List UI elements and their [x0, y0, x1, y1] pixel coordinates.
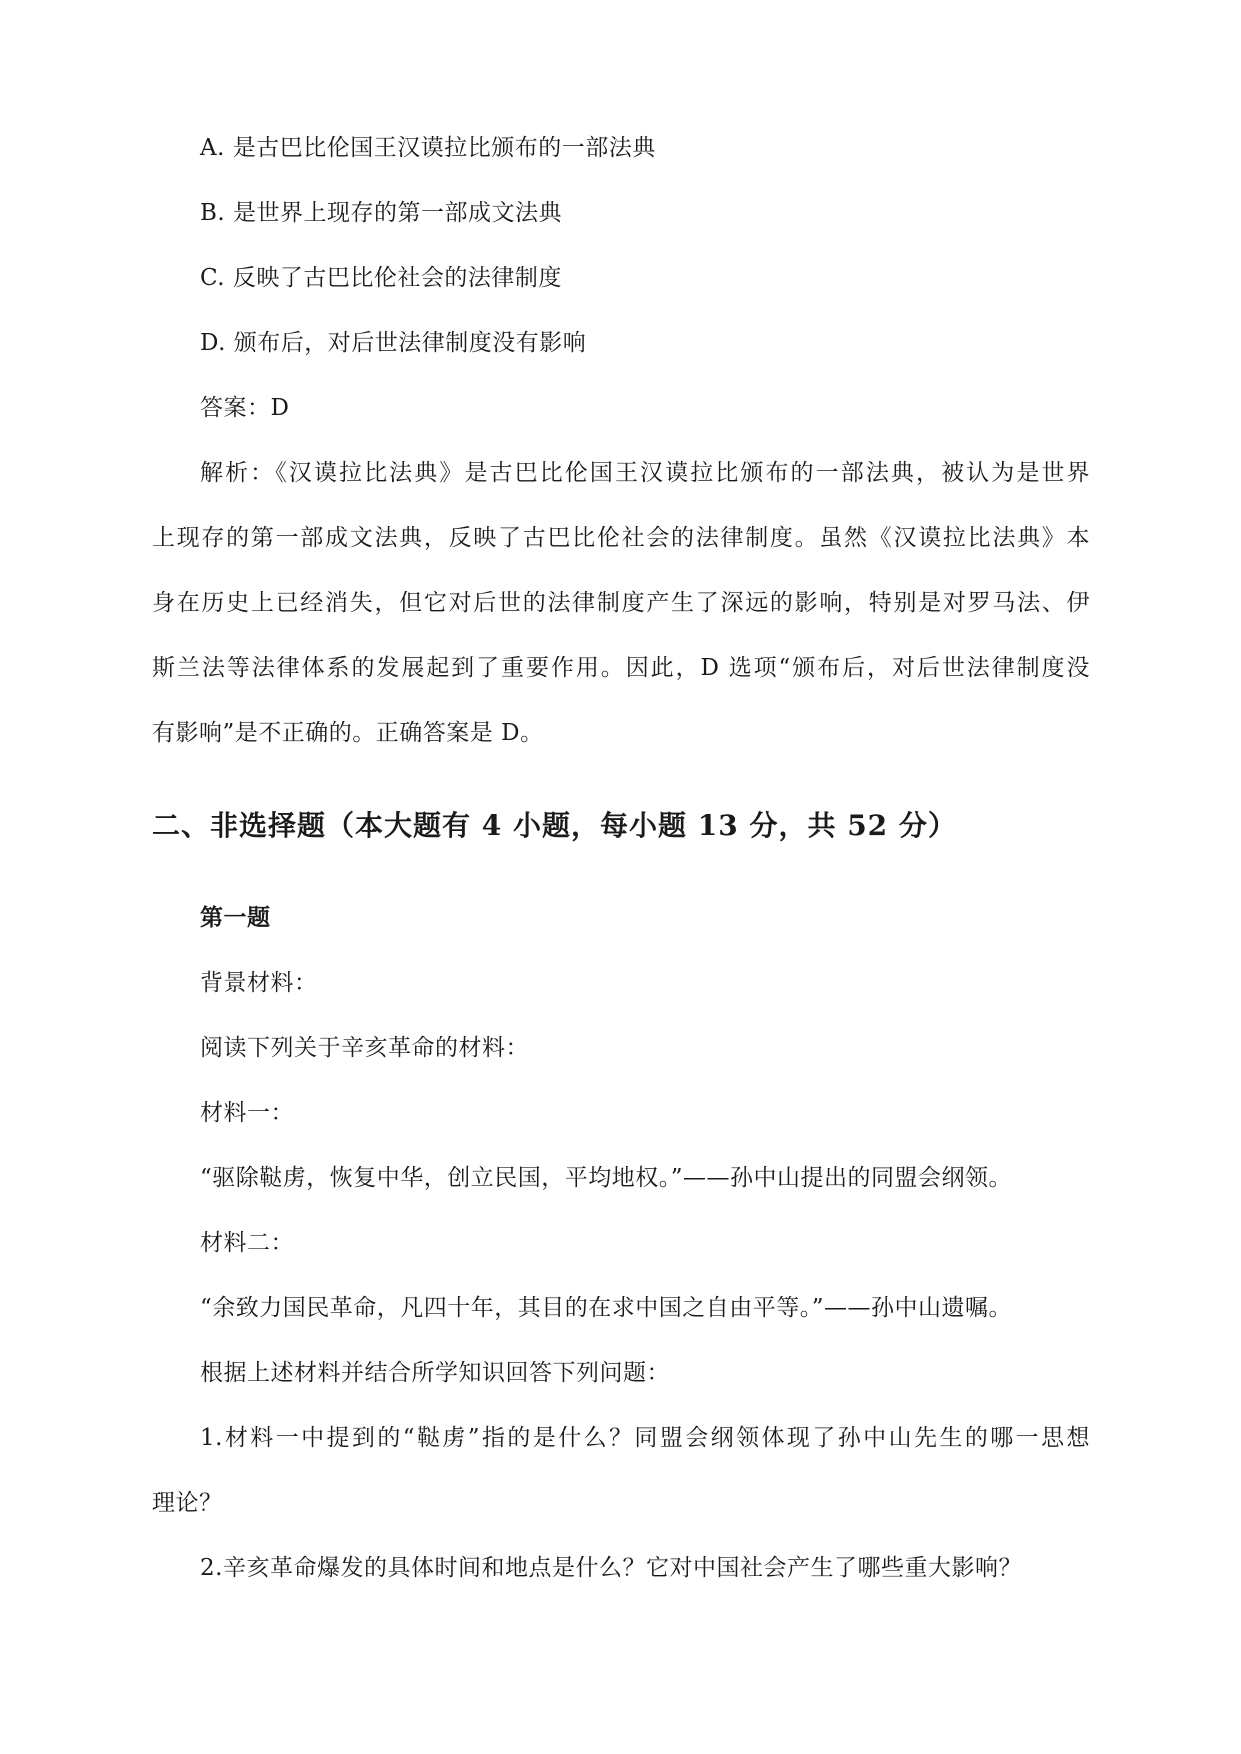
answer-line: 答案：D — [200, 395, 290, 421]
question-2: 2.辛亥革命爆发的具体时间和地点是什么？它对中国社会产生了哪些重大影响？ — [200, 1555, 1022, 1581]
question-title: 第一题 — [200, 904, 271, 931]
option-b: B. 是世界上现存的第一部成文法典 — [200, 200, 563, 226]
analysis-line-1: 解析：《汉谟拉比法典》是古巴比伦国王汉谟拉比颁布的一部法典，被认为是世界 — [200, 460, 1090, 486]
analysis-line-5: 有影响”是不正确的。正确答案是 D。 — [152, 720, 544, 746]
question-prompt: 根据上述材料并结合所学知识回答下列问题： — [200, 1360, 670, 1386]
option-a: A. 是古巴比伦国王汉谟拉比颁布的一部法典 — [200, 135, 656, 161]
analysis-line-2: 上现存的第一部成文法典，反映了古巴比伦社会的法律制度。虽然《汉谟拉比法典》本 — [152, 525, 1090, 551]
question-1-line-2: 理论？ — [152, 1490, 223, 1516]
analysis-line-4: 斯兰法等法律体系的发展起到了重要作用。因此，D 选项“颁布后，对后世法律制度没 — [152, 655, 1090, 681]
option-d: D. 颁布后，对后世法律制度没有影响 — [200, 330, 587, 356]
material-1-text: “驱除鞑虏，恢复中华，创立民国，平均地权。”——孙中山提出的同盟会纲领。 — [200, 1165, 1013, 1191]
material-2-label: 材料二： — [200, 1230, 294, 1256]
background-label: 背景材料： — [200, 970, 318, 996]
question-1-line-1: 1.材料一中提到的“鞑虏”指的是什么？同盟会纲领体现了孙中山先生的哪一思想 — [200, 1425, 1090, 1451]
material-2-text: “余致力国民革命，凡四十年，其目的在求中国之自由平等。”——孙中山遗嘱。 — [200, 1295, 1013, 1321]
material-1-label: 材料一： — [200, 1100, 294, 1126]
option-c: C. 反映了古巴比伦社会的法律制度 — [200, 265, 562, 291]
material-intro: 阅读下列关于辛亥革命的材料： — [200, 1035, 529, 1061]
analysis-line-3: 身在历史上已经消失，但它对后世的法律制度产生了深远的影响，特别是对罗马法、伊 — [152, 590, 1090, 616]
section-heading: 二、非选择题（本大题有 4 小题，每小题 13 分，共 52 分） — [152, 809, 957, 842]
